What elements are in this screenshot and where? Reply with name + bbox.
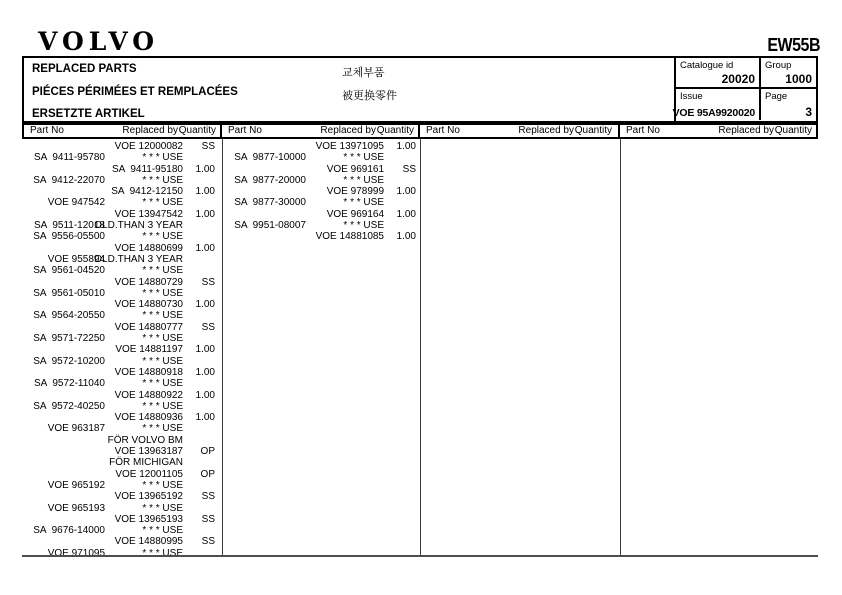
replaced-by-cell: * * * USE [343, 220, 384, 232]
part-no-cell: VOE 947542 [47, 197, 105, 209]
catalogue-id-cell [676, 58, 761, 87]
replaced-by-cell: * * * USE [343, 197, 384, 209]
table-column-2 [222, 139, 420, 555]
header-box [22, 56, 818, 123]
replaced-by-cell: VOE 13963187 [114, 446, 183, 458]
quantity-cell: 1.00 [396, 186, 416, 198]
table-row [223, 186, 420, 197]
replaced-by-cell: VOE 14880995 [114, 536, 183, 548]
replaced-by-cell: * * * USE [142, 152, 183, 164]
replaced-by-cell: OLD.THAN 3 YEAR [94, 253, 183, 265]
quantity-cell: 1.00 [195, 186, 215, 198]
group-cell [761, 58, 816, 87]
table-header-row [22, 123, 818, 139]
part-no-cell: SA 9561-05010 [33, 287, 105, 299]
table-row [22, 175, 222, 186]
replaced-by-cell: * * * USE [142, 525, 183, 537]
table-row [22, 356, 222, 367]
table-header-col-1 [24, 125, 222, 137]
replaced-by-header: Replaced by [122, 125, 178, 136]
table-header-col-2 [222, 125, 420, 137]
table-row [22, 344, 222, 355]
part-no-cell: SA 9951-08007 [234, 220, 306, 232]
replaced-by-cell: * * * USE [142, 547, 183, 555]
table-row [22, 378, 222, 389]
replaced-by-cell: * * * USE [142, 310, 183, 322]
part-no-cell: SA 9571-72250 [33, 333, 105, 345]
table-row [22, 457, 222, 468]
issue-cell [672, 89, 761, 120]
table-row [22, 480, 222, 491]
replaced-by-cell: VOE 13971095 [315, 141, 384, 152]
replaced-by-cell: * * * USE [343, 152, 384, 164]
table-row [22, 254, 222, 265]
part-no-header: Part No [626, 125, 660, 136]
volvo-logo: VOLVO [38, 27, 160, 56]
replaced-by-cell: VOE 969164 [326, 208, 384, 220]
page-value: 3 [805, 105, 812, 119]
table-row [22, 288, 222, 299]
quantity-cell: 1.00 [195, 242, 215, 254]
table-row [22, 367, 222, 378]
replaced-by-cell: * * * USE [142, 265, 183, 277]
replaced-by-cell: VOE 14880699 [114, 242, 183, 254]
replaced-by-cell: VOE 12000082 [114, 141, 183, 152]
table-row [22, 503, 222, 514]
page-label: Page [765, 91, 788, 102]
replaced-by-cell: * * * USE [142, 197, 183, 209]
table-row [22, 412, 222, 423]
replaced-by-cell: VOE 13965192 [114, 491, 183, 503]
quantity-cell: SS [201, 276, 215, 288]
part-no-cell: SA 9572-10200 [33, 355, 105, 367]
page-cell [761, 89, 816, 120]
replaced-by-header: Replaced by [518, 125, 574, 136]
table-row [22, 322, 222, 333]
part-no-header: Part No [426, 125, 460, 136]
table-row [22, 141, 222, 152]
table-row [22, 423, 222, 434]
table-row [223, 231, 420, 242]
table-row [22, 401, 222, 412]
replaced-by-cell: VOE 969161 [326, 163, 384, 175]
catalogue-info-box [674, 58, 816, 121]
part-no-cell: SA 9511-12018 [34, 220, 105, 232]
table-header-col-4 [620, 125, 816, 137]
part-no-cell: VOE 955894 [47, 253, 105, 265]
table-row [22, 310, 222, 321]
issue-value: VOE 95A9920020 [672, 107, 755, 119]
table-row [22, 265, 222, 276]
replaced-by-cell: VOE 14880730 [114, 299, 183, 311]
replaced-by-cell: * * * USE [142, 287, 183, 299]
quantity-header: Quantity [376, 125, 414, 136]
replaced-by-header: Replaced by [718, 125, 774, 136]
replaced-by-cell: VOE 14880918 [114, 366, 183, 378]
title-french: PIÉCES PÉRIMÉES ET REMPLACÉES [32, 86, 238, 98]
group-value: 1000 [785, 72, 812, 86]
quantity-cell: SS [201, 536, 215, 548]
table-row [223, 220, 420, 231]
table-row [22, 164, 222, 175]
quantity-cell: 1.00 [195, 389, 215, 401]
table-row [22, 209, 222, 220]
quantity-cell: 1.00 [195, 208, 215, 220]
table-column-3 [420, 139, 620, 555]
table-row [223, 141, 420, 152]
part-no-cell: SA 9877-20000 [234, 174, 306, 186]
quantity-cell: 1.00 [195, 344, 215, 356]
part-no-cell: SA 9676-14000 [33, 525, 105, 537]
table-column-4 [620, 139, 818, 555]
replaced-by-cell: * * * USE [142, 400, 183, 412]
replaced-by-cell: VOE 14881197 [115, 344, 183, 356]
replaced-by-cell: * * * USE [142, 502, 183, 514]
table-row [22, 231, 222, 242]
quantity-cell: SS [402, 163, 416, 175]
replaced-by-cell: * * * USE [142, 378, 183, 390]
replaced-by-cell: SA 9412-12150 [111, 186, 183, 198]
table-row [22, 446, 222, 457]
replaced-by-cell: VOE 14880936 [114, 412, 183, 424]
part-no-cell: SA 9572-11040 [34, 378, 105, 390]
title-korean: 교체부품 [342, 67, 385, 79]
replaced-by-cell: SA 9411-95180 [112, 163, 183, 175]
part-no-cell: SA 9556-05500 [33, 231, 105, 243]
replaced-by-cell: FÖR VOLVO BM [107, 434, 183, 446]
replaced-by-cell: * * * USE [142, 231, 183, 243]
part-no-cell: SA 9412-22070 [33, 174, 105, 186]
table-row [223, 209, 420, 220]
group-label: Group [765, 60, 792, 71]
catalogue-id-label: Catalogue id [680, 60, 734, 71]
table-row [22, 435, 222, 446]
table-row [22, 197, 222, 208]
replaced-by-cell: VOE 13965193 [114, 513, 183, 525]
table-column-1 [22, 139, 222, 555]
title-german: ERSETZTE ARTIKEL [32, 108, 145, 120]
part-no-cell: SA 9564-20550 [33, 310, 105, 322]
table-row [22, 243, 222, 254]
quantity-cell: 1.00 [195, 366, 215, 378]
replaced-by-cell: VOE 13947542 [114, 208, 183, 220]
replaced-by-cell: * * * USE [142, 174, 183, 186]
table-row [22, 514, 222, 525]
part-no-cell: SA 9561-04520 [33, 265, 105, 277]
quantity-cell: 1.00 [396, 208, 416, 220]
part-no-cell: VOE 965193 [47, 502, 105, 514]
replaced-by-cell: VOE 14880922 [114, 389, 183, 401]
table-row [22, 277, 222, 288]
part-no-cell: VOE 963187 [47, 423, 105, 435]
table-row [22, 152, 222, 163]
replaced-by-cell: VOE 14880777 [114, 321, 183, 333]
quantity-cell: SS [201, 141, 215, 152]
replaced-by-cell: FÖR MICHIGAN [109, 457, 183, 469]
table-row [22, 536, 222, 547]
table-row [22, 525, 222, 536]
part-no-header: Part No [228, 125, 262, 136]
replaced-by-cell: * * * USE [142, 355, 183, 367]
issue-label: Issue [680, 91, 703, 102]
replaced-by-cell: * * * USE [343, 174, 384, 186]
part-no-header: Part No [30, 125, 64, 136]
table-row [22, 491, 222, 502]
replaced-by-cell: VOE 978999 [326, 186, 384, 198]
table-row [22, 469, 222, 480]
table-row [22, 390, 222, 401]
replaced-by-cell: * * * USE [142, 423, 183, 435]
quantity-cell: OP [200, 446, 215, 458]
part-no-cell: SA 9411-95780 [34, 152, 105, 164]
catalogue-id-value: 20020 [721, 72, 755, 86]
table-row [223, 197, 420, 208]
quantity-header: Quantity [574, 125, 612, 136]
part-no-cell: VOE 965192 [47, 479, 105, 491]
title-chinese: 被更换零件 [342, 90, 397, 102]
table-row [223, 152, 420, 163]
table-header-col-3 [420, 125, 620, 137]
part-no-cell: SA 9572-40250 [33, 400, 105, 412]
table-row [22, 548, 222, 555]
table-row [22, 186, 222, 197]
quantity-cell: SS [201, 321, 215, 333]
replaced-by-cell: VOE 14881085 [315, 231, 384, 243]
replaced-by-cell: OLD.THAN 3 YEAR [94, 220, 183, 232]
quantity-header: Quantity [774, 125, 812, 136]
info-row-bottom [672, 89, 816, 120]
quantity-cell: SS [201, 513, 215, 525]
quantity-cell: SS [201, 491, 215, 503]
replaced-by-cell: * * * USE [142, 479, 183, 491]
quantity-cell: OP [200, 468, 215, 480]
table-body [22, 139, 818, 557]
replaced-by-cell: VOE 14880729 [114, 276, 183, 288]
table-row [22, 299, 222, 310]
table-row [223, 175, 420, 186]
replaced-by-cell: * * * USE [142, 333, 183, 345]
replaced-by-cell: VOE 12001105 [115, 468, 183, 480]
part-no-cell: SA 9877-30000 [234, 197, 306, 209]
info-row-top [676, 58, 816, 89]
quantity-cell: 1.00 [195, 163, 215, 175]
model-code: EW55B [767, 35, 820, 56]
quantity-cell: 1.00 [396, 141, 416, 152]
part-no-cell: SA 9877-10000 [234, 152, 306, 164]
title-english: REPLACED PARTS [32, 63, 137, 75]
quantity-cell: 1.00 [396, 231, 416, 243]
table-row [22, 220, 222, 231]
part-no-cell: VOE 971095 [47, 547, 105, 555]
quantity-cell: 1.00 [195, 299, 215, 311]
replaced-by-header: Replaced by [320, 125, 376, 136]
table-row [22, 333, 222, 344]
quantity-cell: 1.00 [195, 412, 215, 424]
table-row [223, 164, 420, 175]
quantity-header: Quantity [178, 125, 216, 136]
